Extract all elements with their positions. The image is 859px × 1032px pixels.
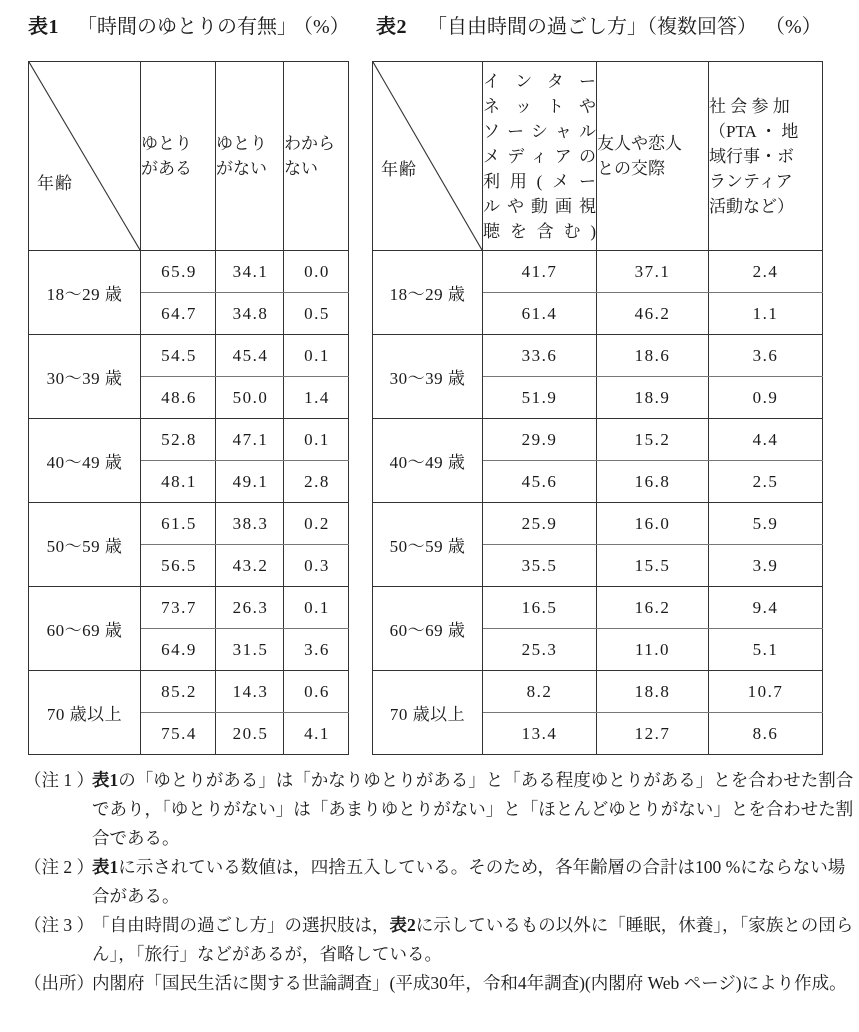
- data-cell: 35.5: [483, 545, 597, 587]
- data-cell: 56.5: [141, 545, 216, 587]
- data-cell: 64.9: [141, 629, 216, 671]
- table-titles: [0, 13, 859, 47]
- table-2-col-header-2: [597, 62, 709, 251]
- data-cell: 16.5: [483, 587, 597, 629]
- table-row: [373, 671, 823, 713]
- table-1: [28, 61, 349, 755]
- table-2-col-header-3-line-1: 社 会 参 加: [709, 96, 790, 116]
- data-cell: 0.1: [284, 419, 349, 461]
- age-group-label: 50〜59 歳: [373, 503, 483, 587]
- data-cell: 0.3: [284, 545, 349, 587]
- note-item: [24, 969, 859, 998]
- table-row: [373, 251, 823, 293]
- table-2-number: 表2: [376, 16, 407, 38]
- data-cell: 25.9: [483, 503, 597, 545]
- data-cell: 26.3: [216, 587, 284, 629]
- data-cell: 3.6: [709, 335, 823, 377]
- table-row: [29, 587, 349, 629]
- table-row: [373, 419, 823, 461]
- age-group-label: 40〜49 歳: [373, 419, 483, 503]
- data-cell: 1.1: [709, 293, 823, 335]
- data-cell: 0.2: [284, 503, 349, 545]
- note-marker: （注 2 ）: [24, 857, 94, 877]
- table-row: [373, 335, 823, 377]
- data-cell: 46.2: [597, 293, 709, 335]
- data-cell: 34.1: [216, 251, 284, 293]
- data-cell: 0.0: [284, 251, 349, 293]
- table-1-corner-cell: [29, 62, 141, 251]
- table-1-title: [28, 13, 350, 41]
- data-cell: 65.9: [141, 251, 216, 293]
- note-text: 表1に示されている数値は，四捨五入している。そのため，各年齢層の合計は100 %にならない場合がある。: [92, 857, 846, 906]
- age-group-label: 60〜69 歳: [373, 587, 483, 671]
- data-cell: 8.2: [483, 671, 597, 713]
- table-2-title: [376, 13, 822, 41]
- data-cell: 0.6: [284, 671, 349, 713]
- table-2-header-row: [373, 62, 823, 251]
- table-2-col-header-2-line-1: 友人や恋人: [597, 134, 682, 153]
- table-2-col-header-1-line-2: ネットや: [483, 96, 596, 116]
- data-cell: 5.9: [709, 503, 823, 545]
- table-2-col-header-1-line-7: 聴を含む): [483, 221, 596, 241]
- data-cell: 48.1: [141, 461, 216, 503]
- data-cell: 3.9: [709, 545, 823, 587]
- age-group-label: 30〜39 歳: [29, 335, 141, 419]
- data-cell: 29.9: [483, 419, 597, 461]
- note-marker: （注 1 ）: [24, 770, 94, 790]
- data-cell: 52.8: [141, 419, 216, 461]
- table-row: [29, 335, 349, 377]
- data-cell: 54.5: [141, 335, 216, 377]
- table-2-unit: （%）: [775, 16, 822, 38]
- data-cell: 16.2: [597, 587, 709, 629]
- data-cell: 4.1: [284, 713, 349, 755]
- data-cell: 51.9: [483, 377, 597, 419]
- data-cell: 16.0: [597, 503, 709, 545]
- table-2-col-header-3-line-4: ランティア: [709, 171, 793, 191]
- age-group-label: 70 歳以上: [373, 671, 483, 755]
- data-cell: 45.4: [216, 335, 284, 377]
- table-2-col-header-3-line-5: 活動など）: [709, 196, 794, 216]
- table-2-body: [373, 251, 823, 755]
- data-cell: 64.7: [141, 293, 216, 335]
- data-cell: 20.5: [216, 713, 284, 755]
- data-cell: 2.5: [709, 461, 823, 503]
- age-group-label: 30〜39 歳: [373, 335, 483, 419]
- data-cell: 0.1: [284, 587, 349, 629]
- table-2-col-header-1-line-5: 利用(メー: [483, 171, 596, 191]
- table-1-body: [29, 251, 349, 755]
- data-cell: 15.5: [597, 545, 709, 587]
- table-row: [373, 503, 823, 545]
- data-cell: 14.3: [216, 671, 284, 713]
- data-cell: 25.3: [483, 629, 597, 671]
- table-1-col-header-2: [216, 62, 284, 251]
- diagonal-line-icon: [373, 62, 482, 250]
- table-1-number: 表1: [28, 16, 59, 38]
- table-1-container: [28, 61, 348, 755]
- data-cell: 8.6: [709, 713, 823, 755]
- data-cell: 4.4: [709, 419, 823, 461]
- note-text: 内閣府「国民生活に関する世論調査」(平成30年，令和4年調査)(内閣府 Web ページ)により作成。: [92, 973, 847, 993]
- data-cell: 18.9: [597, 377, 709, 419]
- data-cell: 75.4: [141, 713, 216, 755]
- table-1-col-header-3-line-2: ない: [284, 159, 318, 178]
- data-cell: 73.7: [141, 587, 216, 629]
- data-cell: 61.5: [141, 503, 216, 545]
- data-cell: 13.4: [483, 713, 597, 755]
- table-row: [29, 503, 349, 545]
- table-2-col-header-2-line-2: との交際: [597, 159, 665, 178]
- table-row: [29, 671, 349, 713]
- table-2-col-header-3: [709, 62, 823, 251]
- data-cell: 11.0: [597, 629, 709, 671]
- table-2-col-header-3-line-3: 域行事・ボ: [709, 146, 794, 166]
- data-cell: 2.8: [284, 461, 349, 503]
- diagonal-line-icon: [29, 62, 140, 250]
- table-2-container: [372, 61, 823, 755]
- data-cell: 5.1: [709, 629, 823, 671]
- table-1-col-header-1-line-2: がある: [141, 159, 192, 178]
- data-cell: 85.2: [141, 671, 216, 713]
- table-1-header-row: [29, 62, 349, 251]
- note-marker: （出所）: [24, 973, 94, 993]
- data-cell: 47.1: [216, 419, 284, 461]
- data-cell: 3.6: [284, 629, 349, 671]
- note-text: 「自由時間の過ごし方」の選択肢は，表2に示しているもの以外に「睡眠，休養」，「家族との団らん」，「旅行」などがあるが，省略している。: [92, 915, 854, 964]
- data-cell: 12.7: [597, 713, 709, 755]
- table-row: [29, 251, 349, 293]
- table-1-col-header-3: [284, 62, 349, 251]
- data-cell: 10.7: [709, 671, 823, 713]
- age-group-label: 70 歳以上: [29, 671, 141, 755]
- data-cell: 45.6: [483, 461, 597, 503]
- table-1-col-header-3-line-1: わから: [284, 134, 335, 153]
- age-group-label: 60〜69 歳: [29, 587, 141, 671]
- data-cell: 18.8: [597, 671, 709, 713]
- data-cell: 0.9: [709, 377, 823, 419]
- data-cell: 50.0: [216, 377, 284, 419]
- data-cell: 16.8: [597, 461, 709, 503]
- age-group-label: 18〜29 歳: [29, 251, 141, 335]
- table-1-label: 「時間のゆとりの有無」: [77, 16, 297, 38]
- data-cell: 37.1: [597, 251, 709, 293]
- table-2-col-header-1-line-1: インター: [483, 71, 596, 91]
- data-cell: 48.6: [141, 377, 216, 419]
- age-group-label: 18〜29 歳: [373, 251, 483, 335]
- age-group-label: 40〜49 歳: [29, 419, 141, 503]
- table-2-col-header-1: [483, 62, 597, 251]
- age-group-label: 50〜59 歳: [29, 503, 141, 587]
- data-cell: 43.2: [216, 545, 284, 587]
- table-2-col-header-3-line-2: （PTA ・ 地: [709, 121, 799, 141]
- table-1-age-label: 年齢: [37, 174, 73, 193]
- table-2-col-header-1-line-6: ルや動画視: [483, 196, 596, 216]
- note-item: [24, 911, 859, 969]
- data-cell: 9.4: [709, 587, 823, 629]
- data-cell: 41.7: [483, 251, 597, 293]
- table-2-age-label: 年齢: [381, 160, 417, 179]
- table-2-label: 「自由時間の過ごし方」（複数回答）: [427, 16, 757, 38]
- table-1-col-header-2-line-1: ゆとり: [216, 134, 267, 153]
- data-cell: 61.4: [483, 293, 597, 335]
- data-cell: 33.6: [483, 335, 597, 377]
- note-text: 表1の「ゆとりがある」は「かなりゆとりがある」と「ある程度ゆとりがある」とを合わせた割合であり，「ゆとりがない」は「あまりゆとりがない」と「ほとんどゆとりがない」とを合わせた割合である。: [92, 770, 854, 848]
- notes-section: [0, 766, 859, 998]
- note-marker: （注 3 ）: [24, 915, 94, 935]
- table-2-col-header-1-line-3: ソーシャル: [483, 121, 596, 141]
- data-cell: 2.4: [709, 251, 823, 293]
- table-row: [29, 419, 349, 461]
- data-cell: 15.2: [597, 419, 709, 461]
- data-cell: 0.5: [284, 293, 349, 335]
- table-2: [372, 61, 823, 755]
- table-row: [373, 587, 823, 629]
- table-1-unit: （%）: [303, 16, 350, 38]
- data-cell: 49.1: [216, 461, 284, 503]
- data-cell: 0.1: [284, 335, 349, 377]
- data-cell: 31.5: [216, 629, 284, 671]
- table-2-corner-cell: [373, 62, 483, 251]
- note-item: [24, 853, 859, 911]
- data-cell: 34.8: [216, 293, 284, 335]
- data-cell: 1.4: [284, 377, 349, 419]
- table-1-col-header-1: [141, 62, 216, 251]
- table-2-col-header-1-line-4: メディアの: [483, 146, 596, 166]
- data-cell: 38.3: [216, 503, 284, 545]
- table-1-col-header-1-line-1: ゆとり: [141, 134, 192, 153]
- data-cell: 18.6: [597, 335, 709, 377]
- note-item: [24, 766, 859, 853]
- table-1-col-header-2-line-2: がない: [216, 159, 267, 178]
